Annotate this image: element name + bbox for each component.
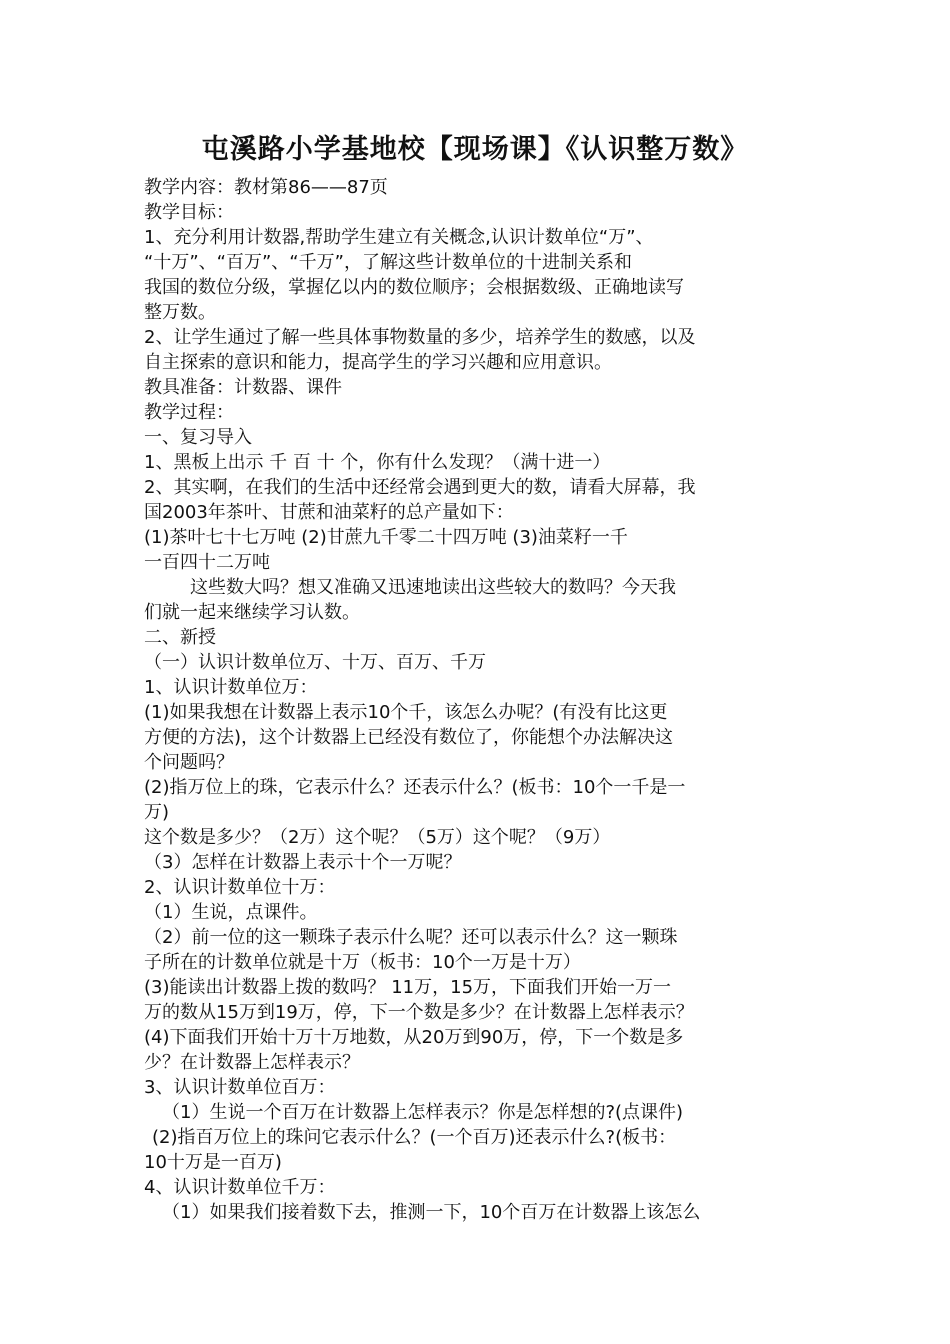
text-line: 1、充分利用计数器,帮助学生建立有关概念,认识计数单位“万”、 — [144, 227, 654, 248]
text-line: 自主探索的意识和能力，提高学生的学习兴趣和应用意识。 — [144, 352, 612, 373]
text-line: (3)能读出计数器上拨的数吗？ 11万，15万，下面我们开始一万一 — [144, 977, 672, 998]
text-line: 万) — [144, 802, 170, 823]
text-line: 少？在计数器上怎样表示？ — [144, 1052, 360, 1073]
text-line: （3）怎样在计数器上表示十个一万呢？ — [144, 852, 462, 873]
text-line: 教学过程： — [144, 402, 234, 423]
section-heading: 二、新授 — [144, 627, 216, 648]
text-line: （1）生说一个百万在计数器上怎样表示？你是怎样想的?(点课件) — [162, 1102, 684, 1123]
text-line: 教学目标： — [144, 202, 234, 223]
text-line: 我国的数位分级，掌握亿以内的数位顺序；会根据数级、正确地读写 — [144, 277, 684, 298]
text-line: 个问题吗？ — [144, 752, 234, 773]
text-line: 1、认识计数单位万： — [144, 677, 318, 698]
text-line: 教具准备：计数器、课件 — [144, 377, 342, 398]
text-line: 2、认识计数单位十万： — [144, 877, 336, 898]
text-line: 方便的方法)，这个计数器上已经没有数位了，你能想个办法解决这 — [144, 727, 674, 748]
text-line: （1）如果我们接着数下去，推测一下，10个百万在计数器上该怎么 — [162, 1202, 701, 1223]
text-line: 国2003年茶叶、甘蔗和油菜籽的总产量如下： — [144, 502, 514, 523]
text-line: “十万”、“百万”、“千万”，了解这些计数单位的十进制关系和 — [144, 252, 632, 273]
text-line: 一百四十二万吨 — [144, 552, 270, 573]
text-line: （2）前一位的这一颗珠子表示什么呢？还可以表示什么？这一颗珠 — [144, 927, 678, 948]
text-line: 10十万是一百万) — [144, 1152, 282, 1173]
text-line: 1、黑板上出示 千 百 十 个，你有什么发现？（满十进一） — [144, 452, 611, 473]
document-title: 屯溪路小学基地校【现场课】《认识整万数》 — [201, 134, 749, 165]
text-line: 3、认识计数单位百万： — [144, 1077, 336, 1098]
text-line: 万的数从15万到19万，停，下一个数是多少？在计数器上怎样表示？ — [144, 1002, 694, 1023]
text-line: (1)茶叶七十七万吨 (2)甘蔗九千零二十四万吨 (3)油菜籽一千 — [144, 527, 628, 548]
text-line: 整万数。 — [144, 302, 216, 323]
text-line: 这个数是多少？（2万）这个呢？（5万）这个呢？（9万） — [144, 827, 611, 848]
text-line: 2、让学生通过了解一些具体事物数量的多少，培养学生的数感，以及 — [144, 327, 696, 348]
text-line: 这些数大吗？想又准确又迅速地读出这些较大的数吗？今天我 — [190, 577, 676, 598]
text-line: （1）生说，点课件。 — [144, 902, 318, 923]
text-line: 2、其实啊，在我们的生活中还经常会遇到更大的数，请看大屏幕，我 — [144, 477, 696, 498]
subsection-heading: （一）认识计数单位万、十万、百万、千万 — [144, 652, 486, 673]
text-line: (2)指百万位上的珠问它表示什么？(一个百万)还表示什么?(板书： — [152, 1127, 677, 1148]
text-line: (4)下面我们开始十万十万地数，从20万到90万，停，下一个数是多 — [144, 1027, 684, 1048]
text-line: (1)如果我想在计数器上表示10个千，该怎么办呢？(有没有比这更 — [144, 702, 668, 723]
text-line: 4、认识计数单位千万： — [144, 1177, 336, 1198]
text-line: 教学内容：教材第86——87页 — [144, 177, 388, 198]
text-line: 子所在的计数单位就是十万（板书：10个一万是十万） — [144, 952, 581, 973]
section-heading: 一、复习导入 — [144, 427, 252, 448]
document-body — [144, 175, 814, 1225]
text-line: 们就一起来继续学习认数。 — [144, 602, 360, 623]
text-line: (2)指万位上的珠，它表示什么？还表示什么？(板书：10个一千是一 — [144, 777, 686, 798]
